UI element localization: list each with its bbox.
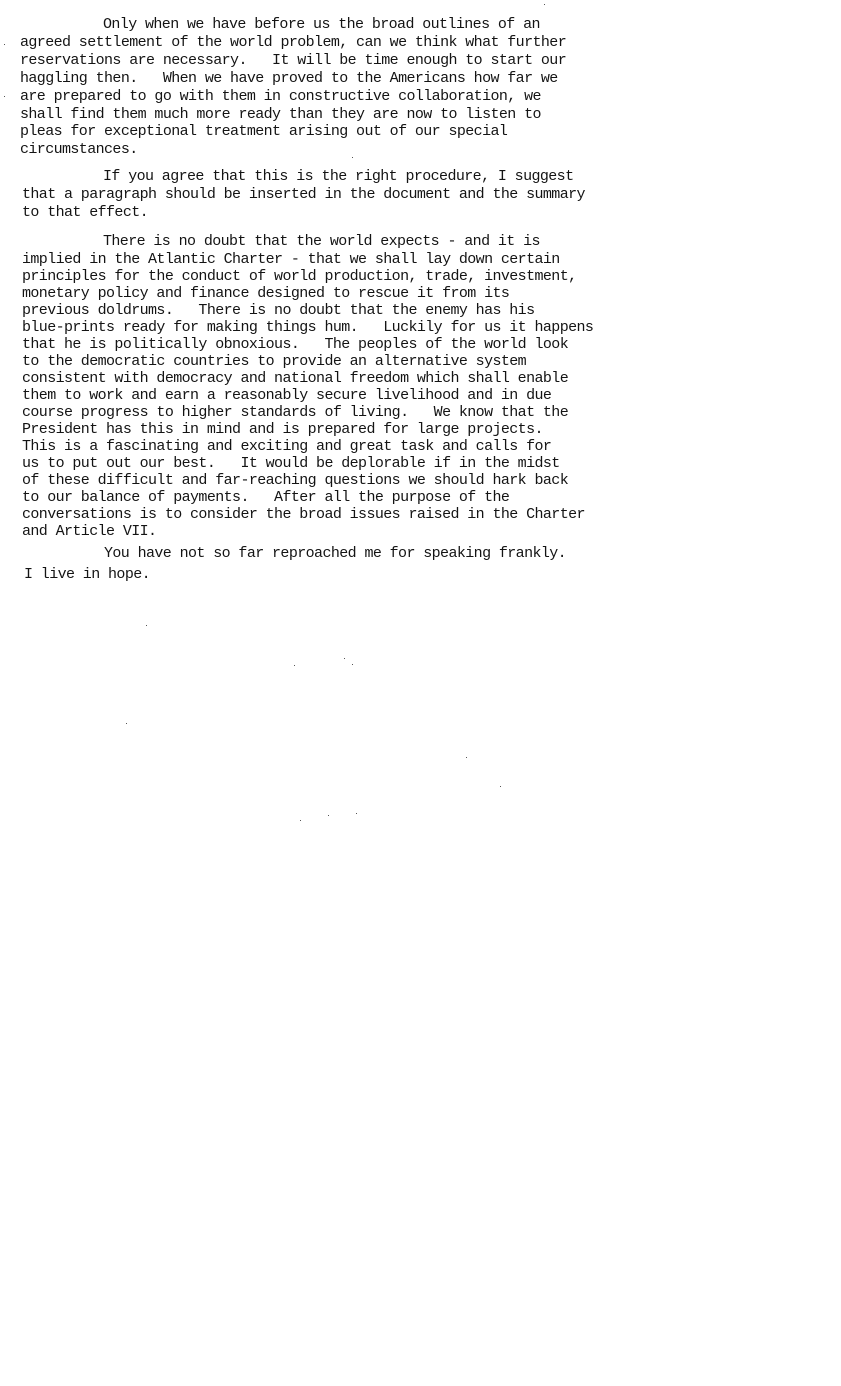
paragraph-4-line-1: You have not so far reproached me for speaking frankly. <box>104 545 567 562</box>
scan-speck <box>4 44 5 45</box>
paragraph-3-line-13: This is a fascinating and exciting and great task and calls for <box>22 438 552 455</box>
paragraph-3-line-15: of these difficult and far-reaching questions we should hark back <box>22 472 569 489</box>
paragraph-3-line-18: and Article VII. <box>22 523 157 540</box>
scan-speck <box>352 664 353 665</box>
paragraph-3-line-11: course progress to higher standards of living. We know that the <box>22 404 569 421</box>
paragraph-1-line-2: agreed settlement of the world problem, can we think what further <box>20 34 567 51</box>
paragraph-1-line-6: shall find them much more ready than they are now to listen to <box>20 106 541 123</box>
scan-speck <box>356 813 357 814</box>
paragraph-3-line-10: them to work and earn a reasonably secure livelihood and in due <box>22 387 552 404</box>
scan-speck <box>344 658 345 659</box>
paragraph-3-line-8: to the democratic countries to provide an alternative system <box>22 353 527 370</box>
scan-speck <box>352 157 353 158</box>
paragraph-3-line-2: implied in the Atlantic Charter - that we shall lay down certain <box>22 251 560 268</box>
paragraph-4-line-2: I live in hope. <box>24 566 151 583</box>
scan-speck <box>300 820 301 821</box>
scan-speck <box>4 96 5 97</box>
scan-speck <box>500 786 501 787</box>
paragraph-3-line-4: monetary policy and finance designed to rescue it from its <box>22 285 510 302</box>
scan-speck <box>294 665 295 666</box>
paragraph-1-line-5: are prepared to go with them in constructive collaboration, we <box>20 88 541 105</box>
scan-speck <box>126 723 127 724</box>
paragraph-2-line-1: If you agree that this is the right procedure, I suggest <box>103 168 574 185</box>
paragraph-3-line-17: conversations is to consider the broad issues raised in the Charter <box>22 506 585 523</box>
scan-speck <box>544 4 545 5</box>
paragraph-1-line-7: pleas for exceptional treatment arising out of our special <box>20 123 508 140</box>
paragraph-3-line-3: principles for the conduct of world production, trade, investment, <box>22 268 577 285</box>
scan-speck <box>328 815 329 816</box>
paragraph-3-line-9: consistent with democracy and national freedom which shall enable <box>22 370 569 387</box>
paragraph-1-line-3: reservations are necessary. It will be time enough to start our <box>20 52 567 69</box>
paragraph-1-line-8: circumstances. <box>20 141 138 158</box>
paragraph-3-line-16: to our balance of payments. After all the purpose of the <box>22 489 510 506</box>
paragraph-3-line-12: President has this in mind and is prepared for large projects. <box>22 421 543 438</box>
scan-speck <box>466 757 467 758</box>
paragraph-3-line-14: us to put out our best. It would be deplorable if in the midst <box>22 455 560 472</box>
paragraph-3-line-5: previous doldrums. There is no doubt that the enemy has his <box>22 302 535 319</box>
paragraph-3-line-1: There is no doubt that the world expects - and it is <box>103 233 540 250</box>
paragraph-3-line-7: that he is politically obnoxious. The peoples of the world look <box>22 336 569 353</box>
paragraph-2-line-3: to that effect. <box>22 204 149 221</box>
scan-speck <box>146 625 147 626</box>
paragraph-1-line-1: Only when we have before us the broad outlines of an <box>103 16 540 33</box>
paragraph-1-line-4: haggling then. When we have proved to the Americans how far we <box>20 70 558 87</box>
paragraph-2-line-2: that a paragraph should be inserted in the document and the summary <box>22 186 585 203</box>
paragraph-3-line-6: blue-prints ready for making things hum. Luckily for us it happens <box>22 319 594 336</box>
